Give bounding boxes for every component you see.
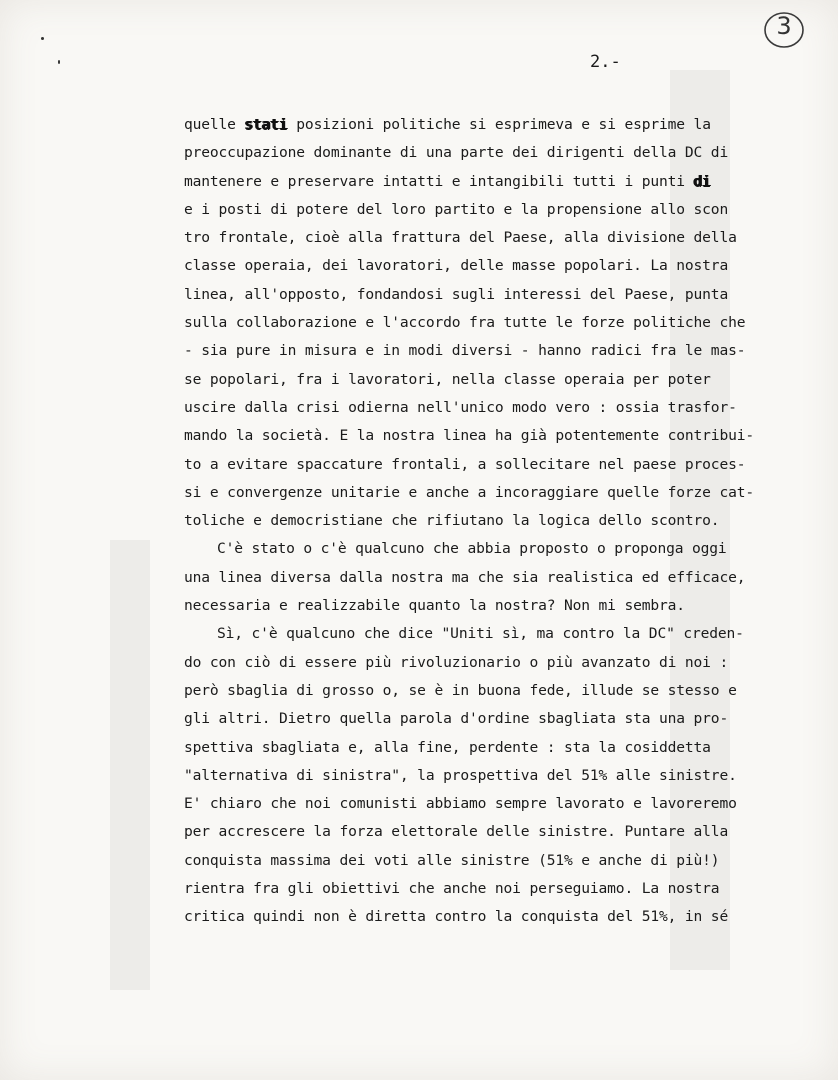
text-line: - sia pure in misura e in modi diversi - hanno radici fra le mas- [184,342,746,360]
struck-out-word: di [693,172,711,190]
text-line: però sbaglia di grosso o, se è in buona fede, illude se stesso e [184,681,737,699]
text-line: linea, all'opposto, fondandosi sugli interessi del Paese, punta [184,285,729,303]
text-line: e i posti di potere del loro partito e la propensione allo scon [184,200,729,218]
handwritten-page-number: 3 [776,12,792,40]
text-line: critica quindi non è diretta contro la conquista del 51%, in sé [184,908,729,926]
text-line: conquista massima dei voti alle sinistre (51% e anche di più!) [184,851,720,869]
text-line: do con ciò di essere più rivoluzionario o più avanzato di noi : [184,653,729,671]
text-line [184,168,834,196]
text-line: to a evitare spaccature frontali, a sollecitare nel paese proces- [184,455,746,473]
text-line: E' chiaro che noi comunisti abbiamo sempre lavorato e lavoreremo [184,795,737,813]
text-line: classe operaia, dei lavoratori, delle masse popolari. La nostra [184,257,729,275]
text-line: preoccupazione dominante di una parte dei dirigenti della DC di [184,144,729,162]
text-segment: quelle [184,116,245,133]
page-number: 2.- [590,52,621,72]
text-line: uscire dalla crisi odierna nell'unico modo vero : ossia trasfor- [184,398,737,416]
handwritten-page-number-circle [762,10,806,50]
body-text [184,111,834,932]
text-line: si e convergenze unitarie e anche a incoraggiare quelle forze cat- [184,483,754,501]
text-line: toliche e democristiane che rifiutano la logica dello scontro. [184,512,720,530]
text-line: Sì, c'è qualcuno che dice "Uniti sì, ma contro la DC" creden- [217,625,744,643]
text-line [184,111,834,139]
text-line: se popolari, fra i lavoratori, nella classe operaia per poter [184,370,711,388]
text-line: una linea diversa dalla nostra ma che sia realistica ed efficace, [184,568,746,586]
text-line: necessaria e realizzabile quanto la nostra? Non mi sembra. [184,597,685,615]
stray-ink-mark [58,60,60,64]
text-line: per accrescere la forza elettorale delle sinistre. Puntare alla [184,823,729,841]
text-segment: posizioni politiche si esprimeva e si esprime la [287,116,711,133]
text-line: "alternativa di sinistra", la prospettiva del 51% alle sinistre. [184,766,737,784]
struck-out-word: stati [244,116,288,133]
text-line: mando la società. E la nostra linea ha già potentemente contribui- [184,427,754,445]
text-line: rientra fra gli obiettivi che anche noi perseguiamo. La nostra [184,880,720,898]
text-line: sulla collaborazione e l'accordo fra tutte le forze politiche che [184,314,746,332]
text-line: gli altri. Dietro quella parola d'ordine sbagliata sta una pro- [184,710,729,728]
stray-ink-mark [41,37,44,40]
text-line: tro frontale, cioè alla frattura del Paese, alla divisione della [184,229,737,247]
text-segment: mantenere e preservare intatti e intangibili tutti i punti [184,172,694,190]
text-line: C'è stato o c'è qualcuno che abbia proposto o proponga oggi [217,540,727,558]
text-line: spettiva sbagliata e, alla fine, perdente : sta la cosiddetta [184,738,711,756]
